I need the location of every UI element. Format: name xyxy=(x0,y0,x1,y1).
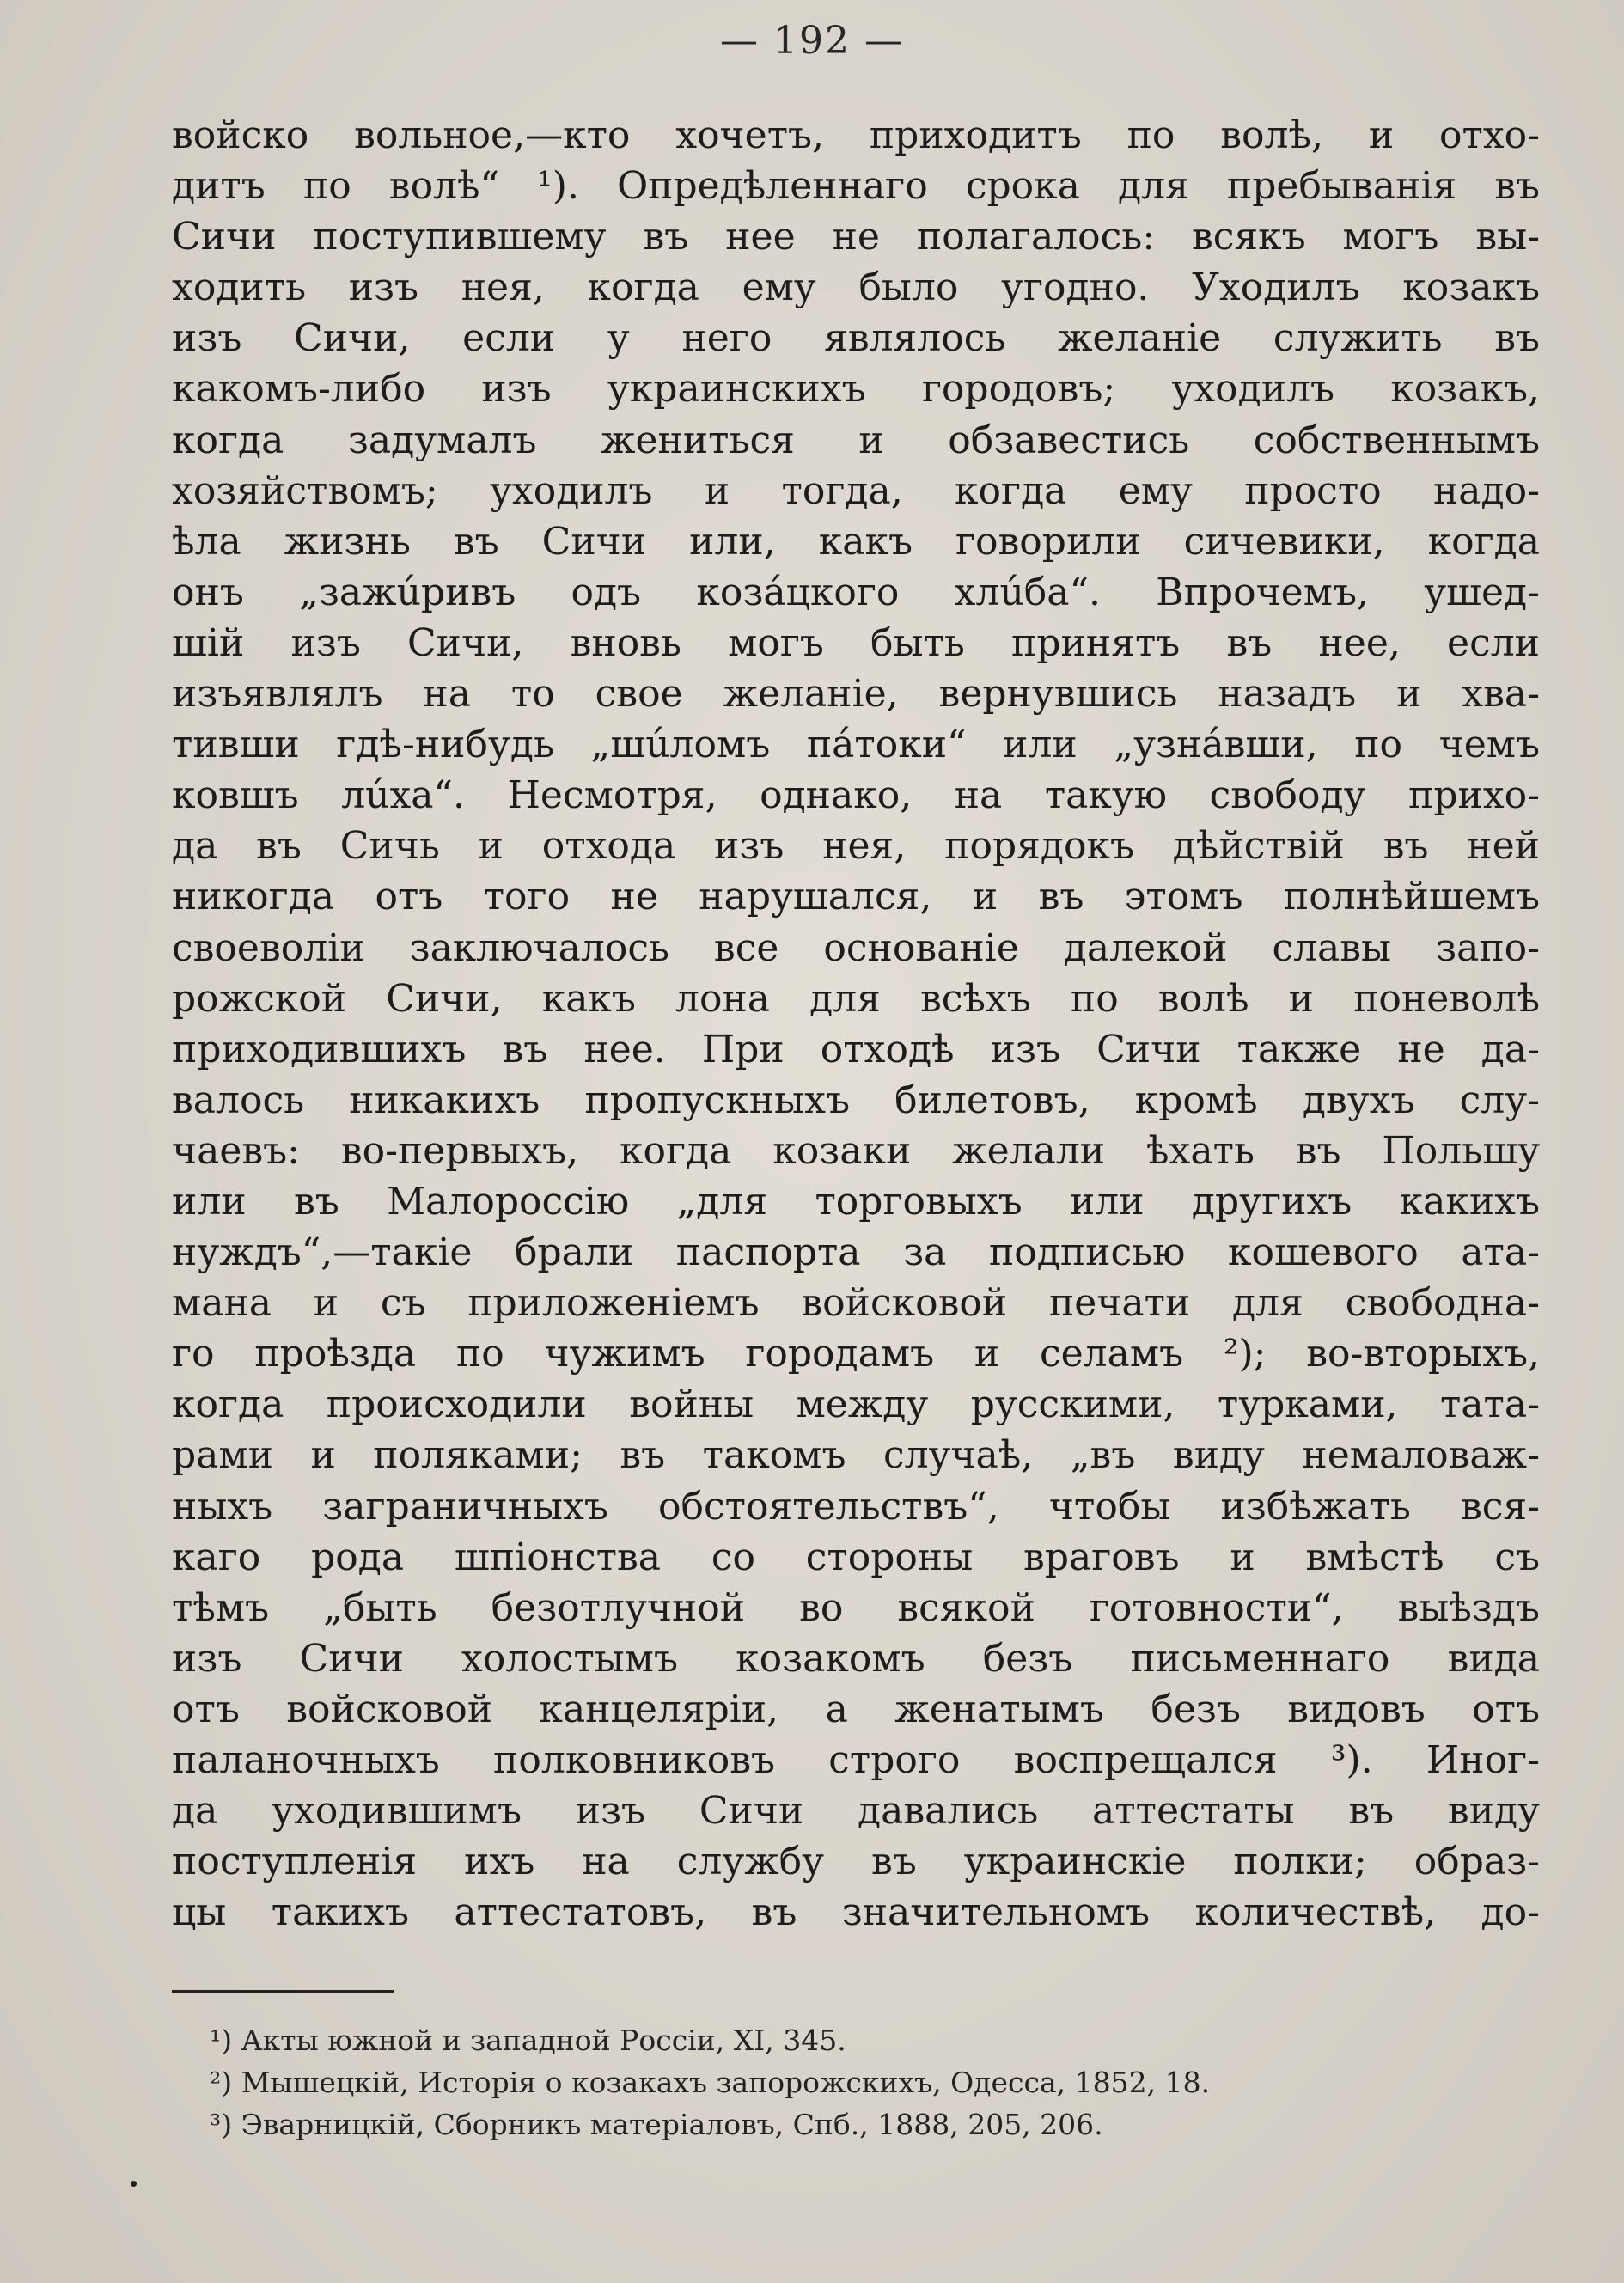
text-line: своеволіи заключалось все основаніе далекой славы запо- xyxy=(172,925,1540,970)
text-line: поступленія ихъ на службу въ украинскіе полки; образ- xyxy=(172,1840,1540,1884)
text-line: ѣла жизнь въ Сичи или, какъ говорили сичевики, когда xyxy=(172,519,1540,564)
text-line: го проѣзда по чужимъ городамъ и селамъ ²); во-вторыхъ, xyxy=(172,1332,1540,1377)
text-line: да уходившимъ изъ Сичи давались аттестаты въ виду xyxy=(172,1789,1540,1834)
text-line: отъ войсковой канцеляріи, а женатымъ безъ видовъ отъ xyxy=(172,1687,1540,1731)
text-line: ныхъ заграничныхъ обстоятельствъ“, чтобы избѣжать вся- xyxy=(172,1484,1540,1529)
text-line: каго рода шпіонства со стороны враговъ и вмѣстѣ съ xyxy=(172,1535,1540,1579)
text-line: или въ Малороссію „для торговыхъ или другихъ какихъ xyxy=(172,1179,1540,1224)
text-line: приходившихъ въ нее. При отходѣ изъ Сичи также не да- xyxy=(172,1027,1540,1071)
text-line: онъ „зажúривъ одъ козáцкого хлúба“. Впрочемъ, ушед- xyxy=(172,570,1540,614)
body-text xyxy=(172,110,1540,1938)
text-line: войско вольное,—кто хочетъ, приходитъ по волѣ, и отхо- xyxy=(172,113,1540,157)
text-line: мана и съ приложеніемъ войсковой печати для свободна- xyxy=(172,1281,1540,1326)
footnotes xyxy=(210,2019,1413,2146)
text-line: никогда отъ того не нарушался, и въ этомъ полнѣйшемъ xyxy=(172,875,1540,919)
text-line: валось никакихъ пропускныхъ билетовъ, кромѣ двухъ слу- xyxy=(172,1077,1540,1122)
text-line: когда задумалъ жениться и обзавестись собственнымъ xyxy=(172,418,1540,462)
text-line: да въ Сичь и отхода изъ нея, порядокъ дѣйствій въ ней xyxy=(172,824,1540,869)
text-line: паланочныхъ полковниковъ строго воспрещался ³). Иног- xyxy=(172,1738,1540,1782)
text-line: тивши гдѣ-нибудь „шúломъ пáтоки“ или „узнáвши, по чемъ xyxy=(172,723,1540,767)
text-line: рожской Сичи, какъ лона для всѣхъ по волѣ и поневолѣ xyxy=(172,976,1540,1021)
text-line: цы такихъ аттестатовъ, въ значительномъ количествѣ, до- xyxy=(172,1890,1540,1935)
text-line: рами и поляками; въ такомъ случаѣ, „въ виду немаловаж- xyxy=(172,1433,1540,1478)
text-line: когда происходили войны между русскими, турками, тата- xyxy=(172,1383,1540,1427)
text-line: нуждъ“,—такіе брали паспорта за подписью кошевого ата- xyxy=(172,1230,1540,1275)
text-line: изъ Сичи холостымъ козакомъ безъ письменнаго вида xyxy=(172,1636,1540,1681)
text-line: дитъ по волѣ“ ¹). Опредѣленнаго срока для пребыванія въ xyxy=(172,164,1540,209)
ink-speck xyxy=(131,2181,137,2187)
footnote-1: ¹) Акты южной и западной Россіи, XI, 345. xyxy=(210,2024,846,2057)
text-line: изъявлялъ на то свое желаніе, вернувшись назадъ и хва- xyxy=(172,672,1540,717)
text-line: тѣмъ „быть безотлучной во всякой готовности“, выѣздъ xyxy=(172,1585,1540,1630)
text-line: Сичи поступившему въ нее не полагалось: всякъ могъ вы- xyxy=(172,215,1540,259)
footnote-2: ²) Мышецкій, Исторія о козакахъ запорожскихъ, Одесса, 1852, 18. xyxy=(210,2066,1211,2099)
footnote-3: ³) Эварницкій, Сборникъ матеріаловъ, Спб., 1888, 205, 206. xyxy=(210,2108,1103,2141)
text-line: ходить изъ нея, когда ему было угодно. Уходилъ козакъ xyxy=(172,266,1540,310)
text-line: ковшъ лúха“. Несмотря, однако, на такую свободу прихо- xyxy=(172,773,1540,818)
footnote-separator xyxy=(172,1990,394,1993)
text-line: какомъ-либо изъ украинскихъ городовъ; уходилъ козакъ, xyxy=(172,367,1540,412)
text-line: хозяйствомъ; уходилъ и тогда, когда ему просто надо- xyxy=(172,468,1540,513)
text-line: чаевъ: во-первыхъ, когда козаки желали ѣхать въ Польшу xyxy=(172,1128,1540,1173)
text-line: шій изъ Сичи, вновь могъ быть принятъ въ нее, если xyxy=(172,620,1540,665)
page-number: — 192 — xyxy=(720,19,904,63)
text-line: изъ Сичи, если у него являлось желаніе служить въ xyxy=(172,316,1540,361)
